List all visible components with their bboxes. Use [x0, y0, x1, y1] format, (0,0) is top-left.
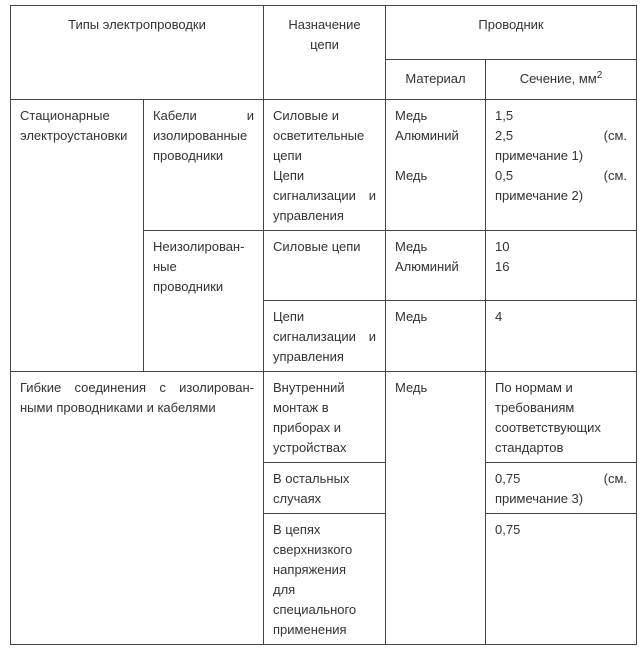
header-wiring-types: Типы электропроводки: [11, 6, 264, 100]
section-extra-low-voltage: 0,75: [486, 514, 637, 645]
section-cables: 1,5 2,5 (см. примечание 1) 0,5 (см. примечание 2): [486, 100, 637, 231]
section-internal-wiring: По нормам и требованиям соответствующих стандартов: [486, 372, 637, 463]
purpose-bare-power: Силовые цепи: [264, 231, 386, 301]
subtype-cables: Кабели и изолированные проводники: [144, 100, 264, 231]
purpose-internal-wiring: Внутренний монтаж в приборах и устройствах: [264, 372, 386, 463]
material-flexible: Медь: [386, 372, 486, 645]
purpose-cables: Силовые и осветительные цепи Цепи сигнализации и управления: [264, 100, 386, 231]
material-bare-power: Медь Алюминий: [386, 231, 486, 301]
material-cables: Медь Алюминий Медь: [386, 100, 486, 231]
subtype-bare-conductors: Неизолирован- ные проводники: [144, 231, 264, 372]
section-bare-signal: 4: [486, 301, 637, 372]
header-material: Материал: [386, 60, 486, 100]
header-circuit-purpose: Назначение цепи: [264, 6, 386, 100]
purpose-bare-signal: Цепи сигнализации и управления: [264, 301, 386, 372]
type-stationary: Стационарные электроустановки: [11, 100, 144, 372]
section-other-cases: 0,75 (см. примечание 3): [486, 463, 637, 514]
type-flexible: Гибкие соединения с изолирован- ными проводниками и кабелями: [11, 372, 264, 645]
section-bare-power: 10 16: [486, 231, 637, 301]
material-bare-signal: Медь: [386, 301, 486, 372]
header-conductor: Проводник: [386, 6, 637, 60]
wiring-spec-table: [10, 5, 637, 645]
purpose-extra-low-voltage: В цепях сверхнизкого напряжения для специального применения: [264, 514, 386, 645]
purpose-other-cases: В остальных случаях: [264, 463, 386, 514]
header-section: Сечение, $мм^2$: [486, 60, 637, 100]
